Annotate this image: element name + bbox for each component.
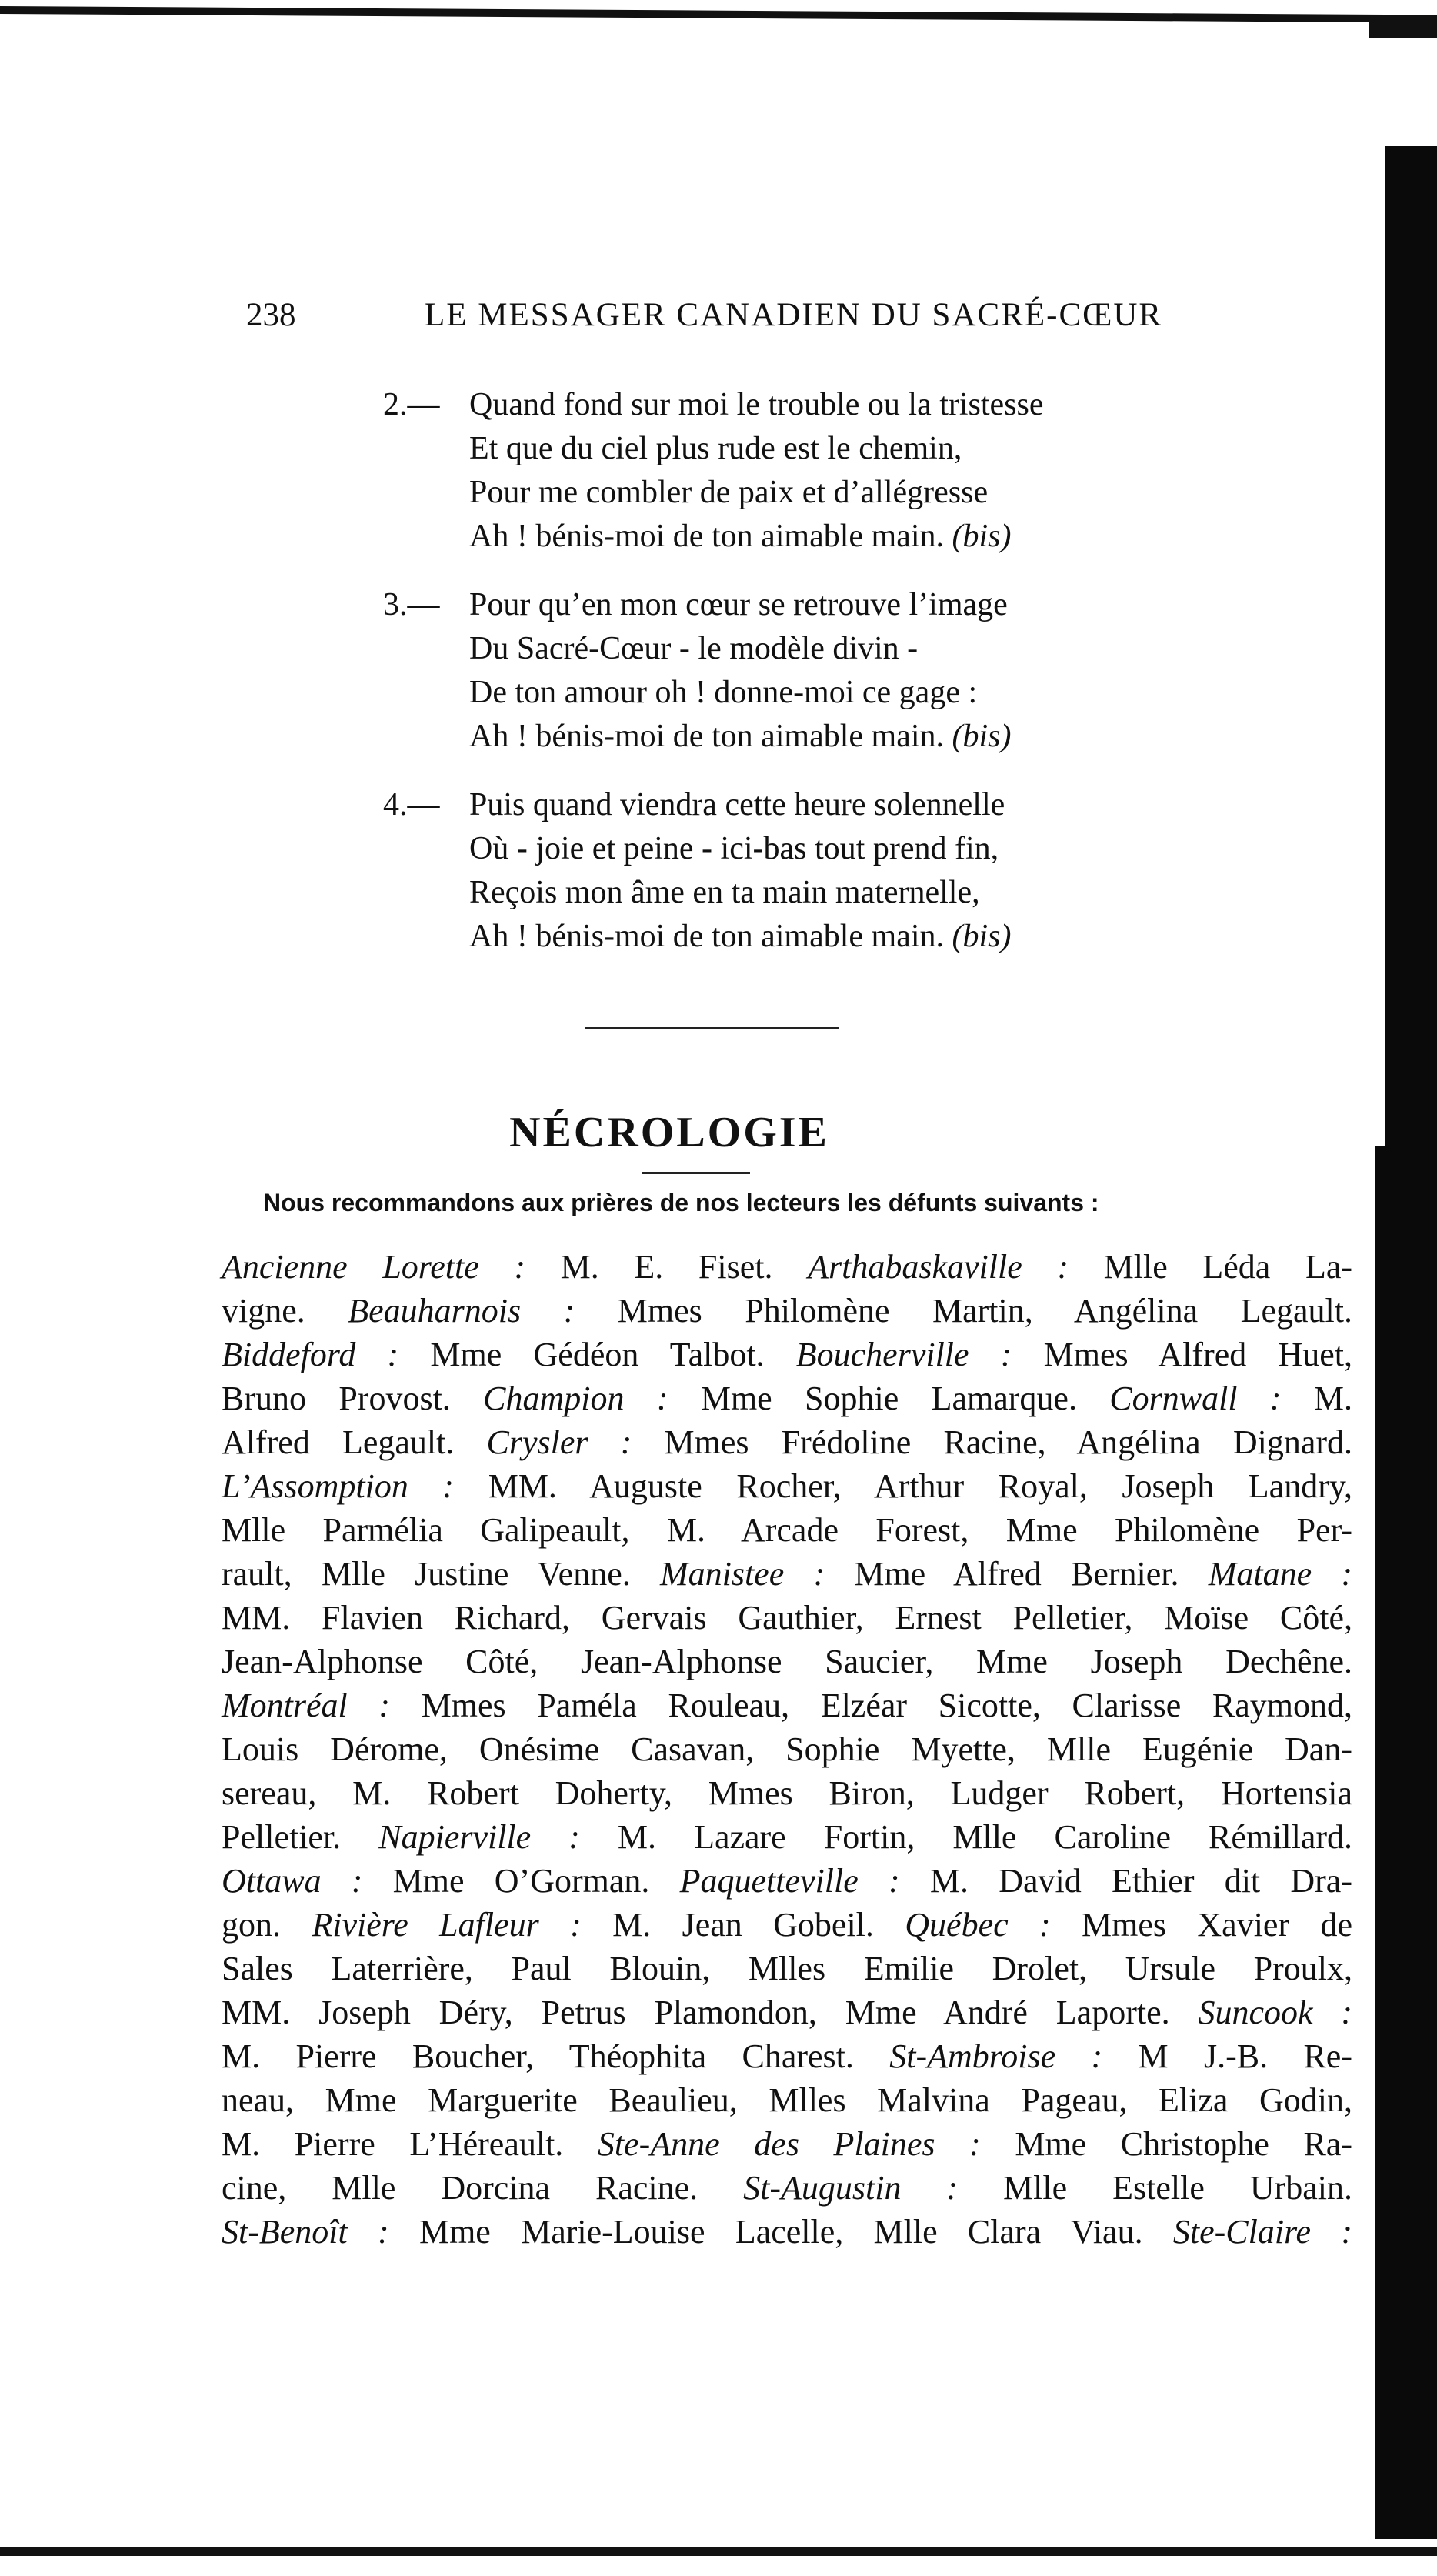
deceased-names: MM. Joseph Déry, Petrus Plamondon, Mme André Laporte. (222, 1994, 1199, 2031)
obituary-line (222, 1727, 1352, 1771)
parish-name: L’Assomption : (222, 1467, 455, 1505)
running-title: LE MESSAGER CANADIEN DU SACRÉ-CŒUR (425, 297, 1163, 333)
deceased-names: M. E. Fiset. (525, 1248, 809, 1286)
parish-name: Paquetteville : (679, 1862, 900, 1900)
parish-name: St-Augustin : (743, 2169, 959, 2207)
verse-text: Pour me combler de paix et d’allégresse (469, 475, 989, 510)
parish-name: Arthabaskaville : (808, 1248, 1069, 1286)
obituary-line (222, 1376, 1352, 1420)
deceased-names: Mlle Parmélia Galipeault, M. Arcade Forest, Mme Philomène Per- (222, 1511, 1352, 1549)
deceased-names: vigne. (222, 1292, 348, 1330)
obituary-line (222, 1903, 1352, 1947)
deceased-names: Mme O’Gorman. (362, 1862, 680, 1900)
section-intro: Nous recommandons aux prières de nos lecteurs les défunts suivants : (263, 1189, 1099, 1216)
deceased-names: M. David Ethier dit Dra- (899, 1862, 1352, 1900)
obituary-line (222, 1947, 1352, 1990)
parish-name: Ancienne Lorette : (222, 1248, 526, 1286)
parish-name: Ste-Claire : (1172, 2213, 1353, 2251)
obituary-line (222, 1859, 1352, 1903)
deceased-names: M. Jean Gobeil. (581, 1906, 905, 1944)
deceased-names: M. Pierre Boucher, Théophita Charest. (222, 2037, 890, 2075)
deceased-names: M. Pierre L’Héreault. (222, 2125, 598, 2163)
deceased-names: M. (1281, 1380, 1353, 1417)
obituary-line (222, 1596, 1352, 1640)
deceased-names: Mme Gédéon Talbot. (398, 1336, 796, 1373)
refrain-mark: (bis) (952, 919, 1012, 954)
binding-shadow (1375, 146, 1437, 2539)
obituary-line (222, 1245, 1352, 1289)
obituary-line (222, 2210, 1352, 2254)
top-page-edge (0, 6, 1437, 22)
deceased-names: MM. Flavien Richard, Gervais Gauthier, Ernest Pelletier, Moïse Côté, (222, 1599, 1352, 1637)
parish-name: Biddeford : (222, 1336, 399, 1373)
section-divider (585, 1027, 839, 1029)
deceased-names: rault, Mlle Justine Venne. (222, 1555, 660, 1593)
page-edge (1354, 146, 1385, 1146)
deceased-names: Bruno Provost. (222, 1380, 484, 1417)
verse-line (383, 783, 1306, 827)
parish-name: Manistee : (659, 1555, 825, 1593)
deceased-names: Mlle Estelle Urbain. (958, 2169, 1352, 2207)
parish-name: Beauharnois : (348, 1292, 575, 1330)
obituary-line (222, 1640, 1352, 1683)
deceased-names: Mlle Léda La- (1069, 1248, 1352, 1286)
deceased-names: Mme Sophie Lamarque. (668, 1380, 1110, 1417)
parish-name: Ottawa : (222, 1862, 363, 1900)
stanza (383, 383, 1306, 559)
parish-name: St-Benoît : (222, 2213, 389, 2251)
verse-text: Pour qu’en mon cœur se retrouve l’image (469, 587, 1008, 622)
parish-name: Boucherville : (795, 1336, 1012, 1373)
obituary-line (222, 1552, 1352, 1596)
parish-name: Napierville : (378, 1818, 580, 1856)
obituary-line (222, 1683, 1352, 1727)
parish-name: Champion : (483, 1380, 668, 1417)
obituary-line (222, 2122, 1352, 2166)
verse-line (383, 515, 1306, 559)
deceased-names: Mme Alfred Bernier. (825, 1555, 1209, 1593)
deceased-names: Mmes Xavier de (1050, 1906, 1353, 1944)
parish-name: St-Ambroise : (889, 2037, 1103, 2075)
deceased-names: Mmes Alfred Huet, (1012, 1336, 1352, 1373)
verse-line (383, 915, 1306, 959)
deceased-names: cine, Mlle Dorcina Racine. (222, 2169, 744, 2207)
title-underline (642, 1172, 750, 1174)
deceased-names: neau, Mme Marguerite Beaulieu, Mlles Malvina Pageau, Eliza Godin, (222, 2081, 1352, 2119)
parish-name: Suncook : (1198, 1994, 1352, 2031)
deceased-names: M J.-B. Re- (1102, 2037, 1352, 2075)
verse-text: Quand fond sur moi le trouble ou la tristesse (469, 387, 1044, 422)
deceased-names: M. Lazare Fortin, Mlle Caroline Rémillard. (579, 1818, 1352, 1856)
parish-name: Québec : (905, 1906, 1051, 1944)
refrain-mark: (bis) (952, 519, 1012, 554)
obituary-line (222, 2034, 1352, 2078)
deceased-names: gon. (222, 1906, 312, 1944)
verse-line (383, 871, 1306, 915)
verse-line (383, 471, 1306, 515)
deceased-names: Sales Laterrière, Paul Blouin, Mlles Emilie Drolet, Ursule Proulx, (222, 1950, 1352, 1987)
obituary-line (222, 1333, 1352, 1376)
verse-text: Reçois mon âme en ta main maternelle, (469, 875, 980, 910)
deceased-names: Mmes Philomène Martin, Angélina Legault. (575, 1292, 1352, 1330)
obituary-line (222, 1815, 1352, 1859)
stanza (383, 783, 1306, 959)
obituary-line (222, 1990, 1352, 2034)
deceased-names: Louis Dérome, Onésime Casavan, Sophie Myette, Mlle Eugénie Dan- (222, 1730, 1352, 1768)
parish-name: Montréal : (222, 1687, 391, 1724)
deceased-names: Jean-Alphonse Côté, Jean-Alphonse Saucier, Mme Joseph Dechêne. (222, 1643, 1352, 1680)
verse-text: Où - joie et peine - ici-bas tout prend fin, (469, 831, 999, 866)
obituary-line (222, 1289, 1352, 1333)
verse-text: Du Sacré-Cœur - le modèle divin - (469, 631, 919, 666)
stanza-number: 4.— (383, 787, 440, 823)
obituary-line (222, 1464, 1352, 1508)
parish-name: Matane : (1208, 1555, 1353, 1593)
verse-text: Ah ! bénis-moi de ton aimable main. (469, 719, 945, 754)
verse-text: Ah ! bénis-moi de ton aimable main. (469, 519, 945, 554)
obituary-line (222, 1420, 1352, 1464)
verse-line (383, 671, 1306, 715)
obituary-list (222, 1245, 1352, 2254)
verse-line (383, 427, 1306, 471)
deceased-names: Mme Marie-Louise Lacelle, Mlle Clara Viau. (388, 2213, 1173, 2251)
stanza (383, 583, 1306, 759)
verse-text: De ton amour oh ! donne-moi ce gage : (469, 675, 978, 710)
obituary-line (222, 2166, 1352, 2210)
parish-name: Crysler : (486, 1423, 632, 1461)
bottom-page-edge (0, 2547, 1437, 2556)
stanza-number: 3.— (383, 587, 440, 622)
deceased-names: Alfred Legault. (222, 1423, 487, 1461)
top-corner-shadow (1369, 22, 1437, 38)
section-title: NÉCROLOGIE (509, 1109, 829, 1156)
refrain-mark: (bis) (952, 719, 1012, 754)
verse-text: Et que du ciel plus rude est le chemin, (469, 431, 962, 466)
deceased-names: Mmes Paméla Rouleau, Elzéar Sicotte, Clarisse Raymond, (390, 1687, 1353, 1724)
verse-text: Ah ! bénis-moi de ton aimable main. (469, 919, 945, 954)
deceased-names: Mmes Frédoline Racine, Angélina Dignard. (632, 1423, 1353, 1461)
obituary-line (222, 2078, 1352, 2122)
verse-line (383, 583, 1306, 627)
deceased-names: sereau, M. Robert Doherty, Mmes Biron, Ludger Robert, Hortensia (222, 1774, 1352, 1812)
verse-line (383, 627, 1306, 671)
verse-line (383, 715, 1306, 759)
parish-name: Cornwall : (1109, 1380, 1282, 1417)
verse-text: Puis quand viendra cette heure solennelle (469, 787, 1005, 823)
deceased-names: Pelletier. (222, 1818, 379, 1856)
deceased-names: MM. Auguste Rocher, Arthur Royal, Joseph Landry, (454, 1467, 1352, 1505)
parish-name: Ste-Anne des Plaines : (597, 2125, 981, 2163)
page-number: 238 (246, 297, 296, 333)
verse-line (383, 827, 1306, 871)
verse-line (383, 383, 1306, 427)
obituary-line (222, 1771, 1352, 1815)
stanza-number: 2.— (383, 387, 440, 422)
parish-name: Rivière Lafleur : (312, 1906, 582, 1944)
running-header (246, 296, 1246, 342)
hymn-stanzas (383, 383, 1306, 983)
obituary-line (222, 1508, 1352, 1552)
deceased-names: Mme Christophe Ra- (980, 2125, 1352, 2163)
